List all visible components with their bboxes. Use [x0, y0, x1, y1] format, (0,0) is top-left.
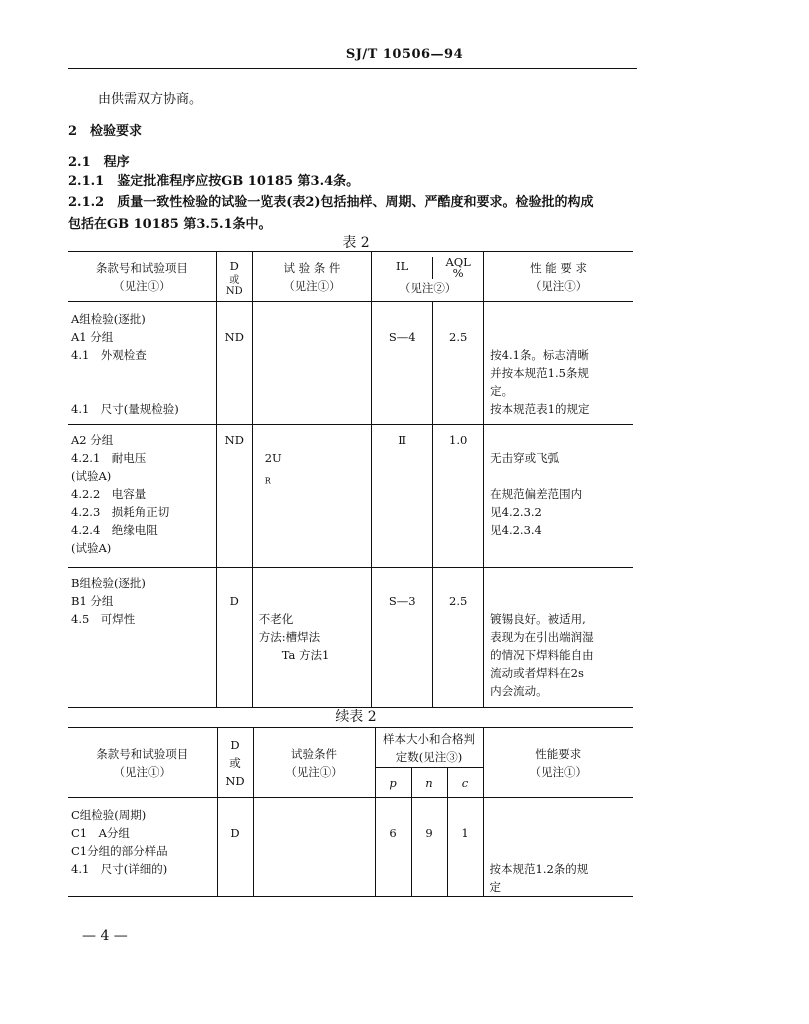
row-p-value: 6 — [389, 826, 397, 840]
row-item-line: C1 A分组 — [71, 826, 130, 840]
row-perf-line: 在规范偏差范围内 — [490, 487, 583, 501]
row-item-line: 4.2.1 耐电压 — [71, 451, 147, 465]
row-item-line: (试验A) — [71, 469, 112, 483]
row-item-line: 4.2.2 电容量 — [71, 487, 147, 501]
col-c-header: c — [447, 768, 483, 798]
col-item-note: （见注①） — [113, 764, 171, 779]
table-2-continued — [68, 727, 633, 897]
row-perf-line: 见4.2.3.2 — [490, 505, 542, 519]
table-2-header-row — [68, 252, 633, 302]
row-item-line: 4.1 外观检查 — [71, 348, 147, 362]
col-d-header: D — [230, 737, 240, 752]
col-sample-header-2: 定数(见注③) — [395, 749, 463, 764]
col-aql-unit: % — [452, 265, 464, 280]
col-d-header-2: 或 ND — [225, 274, 243, 297]
col-item-header: 条款号和试验项目 — [96, 746, 189, 761]
col-performance-note: （见注①） — [529, 764, 587, 779]
row-perf-line: 按4.1条。标志清晰 — [490, 348, 589, 362]
col-il-header: IL — [372, 257, 433, 279]
row-perf-line: 见4.2.3.4 — [490, 523, 542, 537]
table-row — [68, 425, 633, 568]
header-rule — [68, 68, 637, 69]
intro-text: 由供需双方协商。 — [98, 92, 203, 107]
row-n-value: 9 — [425, 826, 433, 840]
row-il-value: Ⅱ — [398, 433, 407, 447]
condition-voltage: 2U — [264, 451, 282, 465]
section-2-1-2-line1: 2.1.2 质量一致性检验的试验一览表(表2)包括抽样、周期、严酷度和要求。检验批的构成 — [68, 195, 594, 210]
row-item-line: 4.2.3 损耗角正切 — [71, 505, 170, 519]
row-d-value: ND — [224, 330, 244, 344]
table-row — [68, 798, 633, 897]
col-condition-header: 试验条件 — [291, 746, 337, 761]
row-d-value: D — [229, 594, 239, 608]
col-n-header: n — [411, 768, 447, 798]
row-il-value: S—3 — [388, 594, 416, 608]
row-item-line: 4.1 尺寸(详细的) — [71, 862, 168, 876]
table-2-cont-caption: 续表 2 — [335, 709, 377, 725]
col-item-header: 条款号和试验项目 — [95, 260, 188, 275]
col-p-header: p — [375, 768, 411, 798]
row-aql-value: 1.0 — [449, 433, 468, 447]
row-il-value: S—4 — [388, 330, 416, 344]
col-item-note: （见注①） — [113, 278, 171, 293]
col-condition-note: （见注①） — [285, 764, 343, 779]
row-item-line: A2 分组 — [71, 433, 114, 447]
row-perf-line: 内会流动。 — [490, 684, 548, 698]
row-perf-line: 无击穿或飞弧 — [490, 451, 560, 465]
condition-line: 不老化 — [258, 612, 294, 626]
row-perf-line: 按本规范表1的规定 — [490, 402, 590, 416]
condition-line: Ta 方法1 — [258, 648, 330, 662]
row-perf-line: 的情况下焊料能自由 — [490, 648, 594, 662]
row-perf-line: 定 — [489, 880, 501, 894]
row-perf-line: 表现为在引出端润湿 — [490, 630, 594, 644]
row-perf-line: 按本规范1.2条的规 — [489, 862, 589, 876]
col-sample-header: 样本大小和合格判 — [383, 731, 475, 746]
row-perf-line: 镀锡良好。被适用, — [490, 612, 586, 626]
col-d-header-2: 或 — [229, 755, 241, 770]
col-aql-header: AQL — [445, 254, 471, 269]
standard-code: SJ/T 10506—94 — [345, 47, 464, 62]
row-item-line: B1 分组 — [71, 594, 114, 608]
row-d-value: D — [230, 826, 240, 840]
section-2-1-title: 2.1 程序 — [68, 155, 130, 170]
table-row — [68, 302, 633, 425]
col-condition-note: （见注①） — [283, 278, 341, 293]
col-d-header: D — [229, 258, 239, 273]
row-item-line: C组检验(周期) — [71, 808, 147, 822]
row-item-line: 4.1 尺寸(量规检验) — [71, 402, 179, 416]
row-item-line: A1 分组 — [71, 330, 114, 344]
row-perf-line: 并按本规范1.5条规 — [490, 366, 589, 380]
condition-voltage-sub: R — [264, 476, 271, 486]
table-row — [68, 568, 633, 708]
col-condition-header: 试 验 条 件 — [283, 260, 341, 275]
col-performance-header: 性 能 要 求 — [530, 260, 588, 275]
row-item-line: B组检验(逐批) — [71, 576, 146, 590]
page-number: — 4 — — [82, 928, 128, 944]
row-item-line: (试验A) — [71, 541, 112, 555]
row-d-value: ND — [224, 433, 244, 447]
section-2-title: 2 检验要求 — [68, 124, 143, 139]
row-c-value: 1 — [461, 826, 469, 840]
table-2-caption: 表 2 — [342, 235, 370, 251]
section-2-1-2-line2: 包括在GB 10185 第3.5.1条中。 — [68, 217, 272, 232]
col-il-aql-note: （见注②） — [398, 280, 457, 295]
section-2-1-1: 2.1.1 鉴定批准程序应按GB 10185 第3.4条。 — [68, 174, 360, 189]
row-item-line: 4.2.4 绝缘电阻 — [71, 523, 158, 537]
row-aql-value: 2.5 — [449, 330, 468, 344]
table-2 — [68, 251, 633, 708]
row-aql-value: 2.5 — [449, 594, 468, 608]
row-perf-line: 定。 — [490, 384, 514, 398]
row-perf-line: 流动或者焊料在2s — [490, 666, 584, 680]
col-performance-note: （见注①） — [529, 278, 588, 293]
row-item-line: 4.5 可焊性 — [71, 612, 136, 626]
col-performance-header: 性能要求 — [535, 746, 582, 761]
condition-line: 方法:槽焊法 — [258, 630, 321, 644]
row-item-line: C1分组的部分样品 — [71, 844, 168, 858]
row-item-line: A组检验(逐批) — [71, 312, 146, 326]
col-d-header-3: ND — [225, 773, 245, 788]
table-2-cont-header-row — [68, 728, 633, 768]
